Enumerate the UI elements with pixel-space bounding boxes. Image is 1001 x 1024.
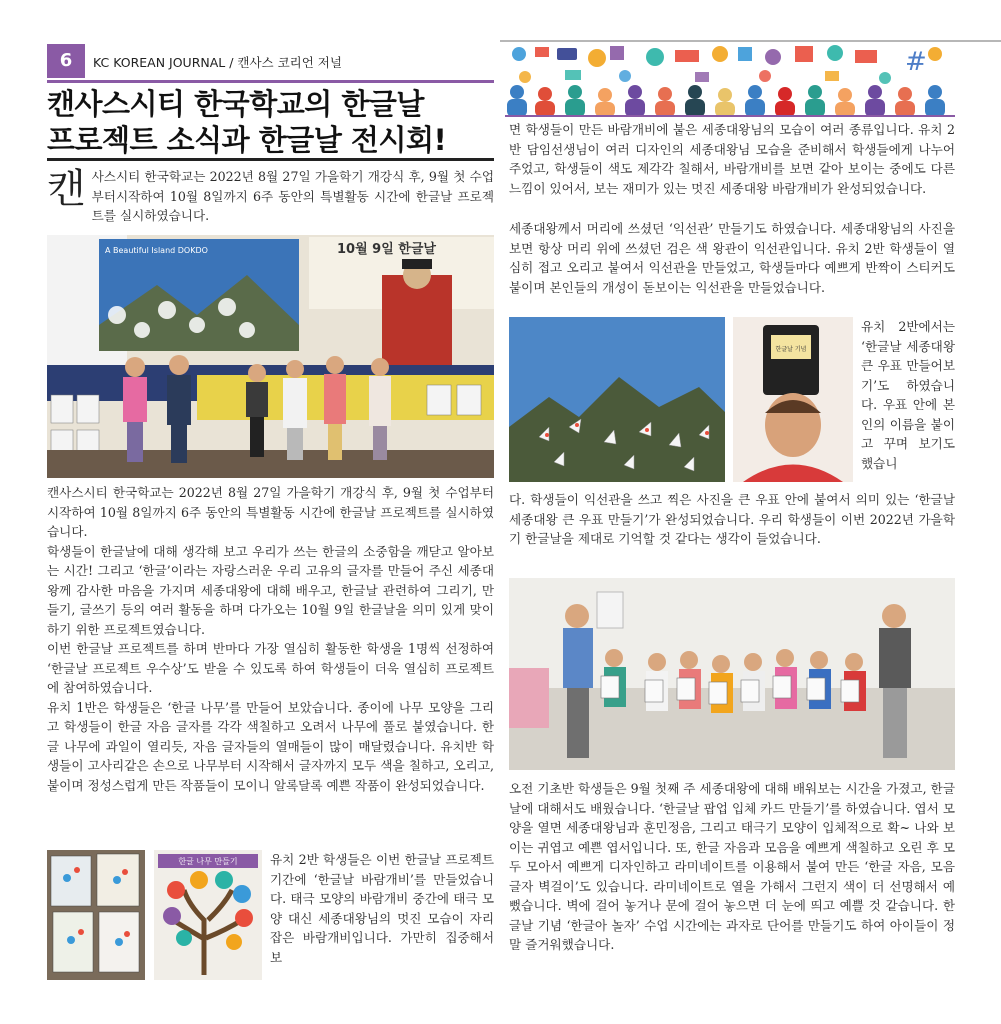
left-paragraph-3: 이번 한글날 프로젝트를 하며 반마다 가장 열심히 활동한 학생을 1명씩 선정하여 ‘한글날 프로젝트 우수상’도 받을 수 있도록 하여 학생들이 더욱 열심히 프로젝트에 참여하였습니다. — [47, 641, 494, 695]
tree-title: 한글 나무 만들기 — [178, 857, 238, 866]
title-rule — [47, 158, 494, 161]
running-head: KC KOREAN JOURNAL / 캔사스 코리언 저널 — [93, 55, 342, 70]
title-line-1: 캔사스시티 한국학교의 한글날 — [47, 87, 424, 121]
hangul-day-banner-text: 10월 9일 한글날 — [337, 242, 436, 257]
right-paragraph-1: 면 학생들이 만든 바람개비에 붙은 세종대왕님의 모습이 여러 종류입니다. 유치 2반 담임선생님이 여러 디자인의 세종대왕님 모습을 준비해서 학생들에게 나누어 주었고, 학생들이 색도 제각각 칠해서, 바람개비를 보면 같아 보이는 중에도 다른 느낌이 있어서, 보는 재미가 있는 멋진 세종대왕 바람개비가 완성되었습니다. — [509, 122, 955, 196]
stamp-continuation-text: 다. 학생들이 익선관을 쓰고 찍은 사진을 큰 우표 안에 붙여서 의미 있는 ‘한글날 세종대왕 큰 우표 만들기’가 완성되었습니다. 우리 학생들이 이번 2022년 가을학기 한글날을 제대로 기억할 것 같다는 생각이 들었습니다. — [509, 492, 955, 546]
svg-text:#: # — [905, 47, 927, 77]
dokdo-banner-text: A Beautiful Island DOKDO — [105, 246, 208, 255]
intro-paragraph — [47, 167, 494, 226]
header-rule — [47, 80, 494, 83]
stamp-label: 한글날 기념 — [775, 346, 807, 353]
left-paragraph-1: 캔사스시티 한국학교는 2022년 8월 27일 가을학기 개강식 후, 9월 첫 수업부터 시작하여 10월 8일까지 6주 동안의 특별활동 시간에 한글날 프로젝트를 실시하였습니다. — [47, 485, 494, 539]
right-paragraph-2: 세종대왕께서 머리에 쓰셨던 ‘익선관’ 만들기도 하였습니다. 세종대왕님의 사진을 보면 항상 머리 위에 쓰셨던 검은 색 왕관이 익선관입니다. 유치 2반 학생들이 열심히 접고 오리고 붙여서 익선관을 만들었고, 학생들마다 예쁘게 반짝이 스티커도 붙이며 본인들의 개성이 돋보이는 익선관을 만들었습니다. — [509, 221, 955, 295]
pinwheel-photo — [509, 317, 725, 482]
drop-cap: 캔 — [47, 166, 86, 212]
exhibition-photo — [47, 235, 494, 478]
left-column-text — [47, 483, 494, 795]
article-title — [47, 86, 507, 158]
left-paragraph-2: 학생들이 한글날에 대해 생각해 보고 우리가 쓰는 한글의 소중함을 깨닫고 알아보는 시간! 그리고 ‘한글’이라는 자랑스러운 우리 고유의 글자를 만들어 주신 세종대왕께 감사한 마음을 가지며 세종대왕에 대해 배우고, 한글날 관련하여 그리기, 만들기, 글쓰기 등의 여러 활동을 하며 다가오는 10월 9일 한글날을 의미 있게 맞이하기 위한 프로젝트였습니다. — [47, 543, 494, 637]
left-paragraph-4: 유치 1반은 학생들은 ‘한글 나무’를 만들어 보았습니다. 종이에 나무 모양을 그리고 학생들이 한글 자음 글자를 각각 색칠하고 오려서 나무에 풀로 붙였습니다. 한글 나무에 과일이 열리듯, 자음 글자들의 열매들이 많이 매달렸습니다. 유치반 학생들이 고사리같은 손으로 나무부터 시작해서 글자까지 모두 색을 칠하고, 오리고, 붙이며 정성스럽게 만든 작품들이 모이니 알록달록 예쁜 작품이 완성되었습니다. — [47, 699, 494, 793]
hangul-tree-photo-2 — [154, 850, 262, 980]
banner-illustration — [505, 42, 955, 117]
right-paragraph-last: 오전 기초반 학생들은 9월 첫째 주 세종대왕에 대해 배워보는 시간을 가졌고, 한글날에 대해서도 배웠습니다. ‘한글날 팝업 입체 카드 만들기’를 하였습니다. 엽서 모양을 열면 세종대왕님과 훈민정음, 그리고 태극기 모양이 입체적으로 확~ 나와 보이는 귀엽고 예쁜 엽서입니다. 또, 한글 자음과 모음을 예쁘게 색칠하고 오린 후 모두 모아서 예쁘게 디자인하고 라미네이트를 이용해서 붙여 만든 ‘한글 자음, 모음 글자 벽걸이’도 있습니다. 라미네이트로 열을 가해서 그런지 색이 더 선명해서 예뻤습니다. 벽에 걸어 놓거나 문에 걸어 놓으면 더 눈에 띄고 예쁠 것 같습니다. 한글날 기념 ‘한글아 놀자’ 수업 시간에는 과자로 단어를 만들기도 하여 아이들이 정말 즐거워했습니다. — [509, 781, 955, 952]
class-photo — [509, 578, 955, 770]
stamp-side-text: 유치 2반에서는 ‘한글날 세종대왕 큰 우표 만들어보기’도 하였습니다. 우표 안에 본인의 이름을 붙이고 꾸며 보기도 했습니 — [861, 319, 955, 471]
intro-text: 사스시티 한국학교는 2022년 8월 27일 가을학기 개강식 후, 9월 첫 수업부터시작하여 10월 8일까지 6주 동안의 특별활동 시간에 한글날 프로젝트를 실시하였습니다. — [91, 169, 494, 223]
hangul-tree-photo-1 — [47, 850, 145, 980]
title-line-2: 프로젝트 소식과 한글날 전시회! — [47, 123, 447, 157]
page-number: 6 — [47, 44, 85, 78]
stamp-photo — [733, 317, 853, 482]
pinwheel-paragraph: 유치 2반 학생들은 이번 한글날 프로젝트 기간에 ‘한글날 바람개비’를 만들었습니다. 태극 모양의 바람개비 중간에 태극 모양 대신 세종대왕님의 멋진 모습이 자리 잡은 바람개비입니다. 가만히 집중해서 보 — [270, 852, 494, 965]
